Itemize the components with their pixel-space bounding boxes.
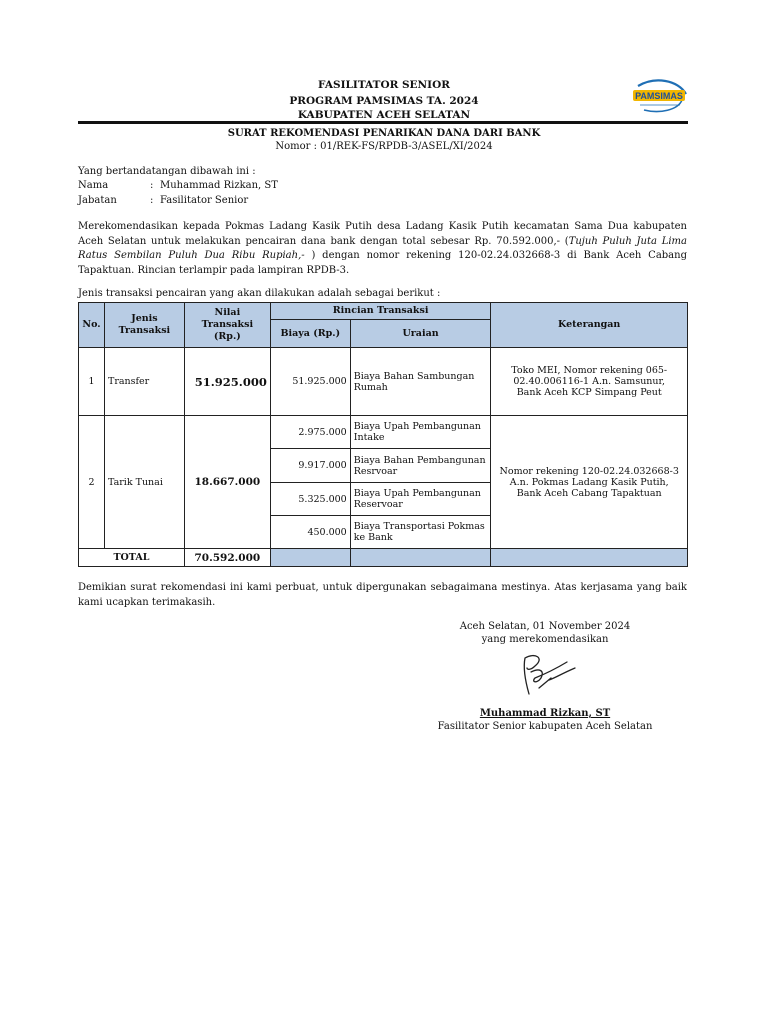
place-date: Aceh Selatan, 01 November 2024 — [459, 621, 631, 632]
header-no: No. — [79, 303, 105, 348]
pamsimas-logo — [630, 78, 690, 116]
letter-title: SURAT REKOMENDASI PENARIKAN DANA DARI BANK — [227, 128, 541, 139]
row-uraian: Biaya Transportasi Pokmas ke Bank — [350, 516, 491, 549]
logo-text: PAMSIMAS — [635, 91, 683, 101]
row-biaya: 5.325.000 — [270, 483, 350, 516]
field-value-position: Fasilitator Senior — [160, 195, 249, 206]
total-row — [79, 549, 688, 567]
header-biaya: Biaya (Rp.) — [270, 320, 350, 348]
row-uraian: Biaya Upah Pembangunan Reservoar — [350, 483, 491, 516]
paragraph-part-2: ) dengan nomor rekening 120-02.24.032668-3 di Bank Aceh Cabang Tapaktuan. Rincian terlampir pada lampiran RPDB-3. — [78, 250, 687, 276]
header-rule — [78, 121, 688, 124]
signer-role: yang merekomendasikan — [481, 634, 609, 645]
field-label: Jabatan — [78, 195, 117, 206]
signer-name: Muhammad Rizkan, ST — [479, 708, 611, 719]
header-line-3: KABUPATEN ACEH SELATAN — [297, 109, 471, 121]
header-uraian: Uraian — [350, 320, 491, 348]
total-blank-cell — [491, 549, 688, 567]
signer-intro: Yang bertandatangan dibawah ini : — [78, 166, 256, 177]
field-value-name: Muhammad Rizkan, ST — [160, 180, 278, 191]
row-no: 2 — [79, 416, 105, 549]
row-nilai: 18.667.000 — [184, 416, 270, 549]
row-keterangan: Toko MEI, Nomor rekening 065-02.40.006116-1 A.n. Samsunur, Bank Aceh KCP Simpang Peut — [491, 348, 688, 416]
row-no: 1 — [79, 348, 105, 416]
closing-paragraph: Demikian surat rekomendasi ini kami perbuat, untuk dipergunakan sebagaimana mestinya. Atas kerjasama yang baik kami ucapkan terimakasih. — [78, 582, 687, 608]
field-sep: : — [150, 180, 154, 191]
handwritten-signature — [505, 648, 585, 700]
row-biaya: 2.975.000 — [270, 416, 350, 449]
table-intro: Jenis transaksi pencairan yang akan dilakukan adalah sebagai berikut : — [78, 288, 441, 299]
total-blank-cell — [350, 549, 491, 567]
header-rincian: Rincian Transaksi — [270, 303, 491, 320]
header-line-1: FASILITATOR SENIOR — [318, 79, 450, 91]
row-keterangan: Nomor rekening 120-02.24.032668-3 A.n. Pokmas Ladang Kasik Putih, Bank Aceh Cabang Tapaktuan — [491, 416, 688, 549]
row-biaya: 450.000 — [270, 516, 350, 549]
row-uraian: Biaya Upah Pembangunan Intake — [350, 416, 491, 449]
recommendation-paragraph — [78, 220, 687, 278]
row-nilai: 51.925.000 — [184, 348, 270, 416]
header-keterangan: Keterangan — [491, 303, 688, 348]
table-row — [79, 348, 688, 416]
paragraph-part-1: Merekomendasikan kepada Pokmas Ladang Kasik Putih desa Ladang Kasik Putih kecamatan Sama Dua kabupaten Aceh Selatan untuk melakukan pencairan dana bank dengan total sebesar Rp. 70.592.000,- ( — [78, 221, 687, 247]
total-label: TOTAL — [79, 549, 185, 567]
row-jenis: Tarik Tunai — [104, 416, 184, 549]
row-biaya: 51.925.000 — [270, 348, 350, 416]
row-uraian: Biaya Bahan Sambungan Rumah — [350, 348, 491, 416]
header-line-2: PROGRAM PAMSIMAS TA. 2024 — [289, 95, 479, 107]
total-blank-cell — [270, 549, 350, 567]
field-sep: : — [150, 195, 154, 206]
signer-position: Fasilitator Senior kabupaten Aceh Selatan — [437, 721, 653, 732]
row-jenis: Transfer — [104, 348, 184, 416]
row-biaya: 9.917.000 — [270, 449, 350, 483]
transaction-table — [78, 302, 688, 567]
table-row — [79, 416, 688, 449]
header-nilai: Nilai Transaksi (Rp.) — [184, 303, 270, 348]
field-label: Nama — [78, 180, 109, 191]
letter-number: Nomor : 01/REK-FS/RPDB-3/ASEL/XI/2024 — [275, 141, 493, 152]
row-uraian: Biaya Bahan Pembangunan Resrvoar — [350, 449, 491, 483]
amount-in-words: Tujuh Puluh Juta Lima Ratus Sembilan Puluh Dua Ribu Rupiah,- — [78, 235, 688, 261]
header-jenis: Jenis Transaksi — [104, 303, 184, 348]
total-value: 70.592.000 — [184, 549, 270, 567]
